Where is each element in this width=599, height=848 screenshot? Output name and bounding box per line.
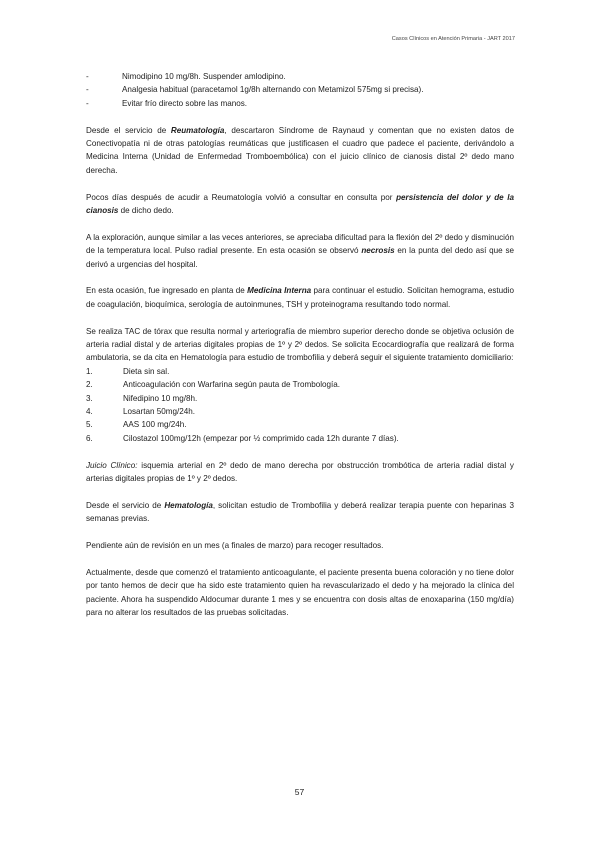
list-text: Anticoagulación con Warfarina según pauta de Trombología. — [123, 380, 341, 390]
text-run: Desde el servicio de — [86, 125, 171, 135]
list-text: AAS 100 mg/24h. — [123, 420, 187, 430]
list-item — [86, 392, 514, 405]
text-run: para continuar el estudio. Solicitan hemograma, estudio de coagulación, bioquímica, serología de autoinmunes, TSH y proteinograma resultando todo normal. — [86, 286, 514, 309]
text-run: En esta ocasión, fue ingresado en planta de — [86, 286, 248, 296]
paragraph-reumatologia — [86, 124, 514, 178]
emphasis: necrosis — [361, 246, 395, 256]
list-text: Nifedipino 10 mg/8h. — [123, 393, 198, 403]
paragraph-medicina-interna — [86, 284, 514, 311]
emphasis: persistencia del dolor y de la cianosis — [86, 192, 515, 216]
list-item — [86, 405, 514, 418]
list-text: Losartan 50mg/24h. — [123, 407, 195, 417]
bullet-marker: - — [86, 85, 89, 95]
running-header: Casos Clínicos en Atención Primaria - JART 2017 — [391, 36, 515, 42]
bullet-marker: - — [86, 98, 89, 108]
list-number: 4. — [86, 407, 93, 417]
emphasis: Reumatología — [170, 125, 225, 135]
list-item — [86, 432, 514, 445]
paragraph-hematologia — [86, 499, 514, 526]
text-run: A la exploración, aunque similar a las veces anteriores, se apreciaba dificultad para la flexión del 2º dedo y disminución de la temperatura local. Pulso radial presente. En esta ocasión se observó — [86, 232, 514, 256]
list-item — [86, 365, 514, 378]
paragraph-actualmente: Actualmente, desde que comenzó el tratamiento anticoagulante, el paciente presenta buena coloración y no tiene dolor por tanto hemos de decir que ha sido este tratamiento quien ha revascularizado el dedo y ha mejorado la clínica del paciente. Ahora ha suspendido Aldocumar durante 1 mes y se encuentra con dosis altas de enoxaparina (150 mg/día) para no alterar los resultados de las pruebas solicitadas. — [86, 567, 514, 618]
list-item — [86, 378, 514, 391]
bullet-marker: - — [86, 72, 89, 81]
text-run: isquemia arterial en 2º dedo de mano derecha por obstrucción trombótica de arteria radial distal y arterias digitales propias de 1º y 2º dedos. — [86, 460, 514, 484]
text-run: , solicitan estudio de Trombofilia y deberá realizar terapia puente con heparinas 3 semanas previas. — [86, 500, 514, 524]
bullet-text: Analgesia habitual (paracetamol 1g/8h alternando con Metamizol 575mg si precisa). — [122, 85, 424, 95]
paragraph-exploracion — [86, 231, 514, 271]
list-number: 6. — [86, 433, 93, 443]
list-number: 3. — [86, 393, 93, 403]
list-text: Cilostazol 100mg/12h (empezar por ½ comprimido cada 12h durante 7 días). — [123, 433, 399, 443]
list-item — [86, 70, 514, 83]
list-item — [86, 418, 514, 431]
paragraph-juicio-clinico — [86, 459, 514, 486]
emphasis: Hematología — [164, 500, 213, 510]
treatment-numbered-list — [86, 365, 514, 445]
list-item — [86, 97, 514, 110]
emphasis: Juicio Clínico: — [86, 460, 138, 470]
text-run: Pocos días después de acudir a Reumatología volvió a consultar en consulta por — [86, 192, 397, 202]
paragraph-persistencia — [86, 191, 514, 218]
paragraph-pendiente: Pendiente aún de revisión en un mes (a finales de marzo) para recoger resultados. — [86, 541, 384, 551]
bullet-text: Nimodipino 10 mg/8h. Suspender amlodipino. — [122, 72, 286, 81]
list-number: 5. — [86, 420, 93, 430]
text-run: Desde el servicio de — [86, 500, 165, 510]
emphasis: Medicina Interna — [247, 286, 312, 296]
document-body — [86, 70, 514, 633]
text-run: de dicho dedo. — [118, 206, 174, 216]
list-number: 1. — [86, 366, 93, 376]
medication-bullet-list — [86, 70, 514, 110]
text-run: en la punta del dedo así que se derivó a urgencias del hospital. — [86, 246, 515, 269]
list-text: Dieta sin sal. — [123, 366, 170, 376]
paragraph-tac: Se realiza TAC de tórax que resulta normal y arteriografía de miembro superior derecho donde se objetiva oclusión de arteria radial distal y de arterias digitales propias de 1º y 2º dedos. Se solicita Ecocardiografía que realizará de forma ambulatoria, se da cita en Hematología para estudio de trombofilia y deberá seguir el siguiente tratamiento domiciliario: — [86, 326, 514, 363]
page-number: 57 — [294, 787, 305, 797]
list-item — [86, 83, 514, 96]
text-run: , descartaron Síndrome de Raynaud y comentan que no existen datos de Conectivopatía ni de otras patologías reumáticas que justificasen el cuadro que padece el paciente, derivándolo a Medicina Interna (Unidad de Enfermedad Tromboembólica) con el juicio clínico de cianosis distal 2º dedo mano derecha. — [86, 125, 514, 175]
list-number: 2. — [86, 380, 93, 390]
bullet-text: Evitar frío directo sobre las manos. — [122, 98, 248, 108]
